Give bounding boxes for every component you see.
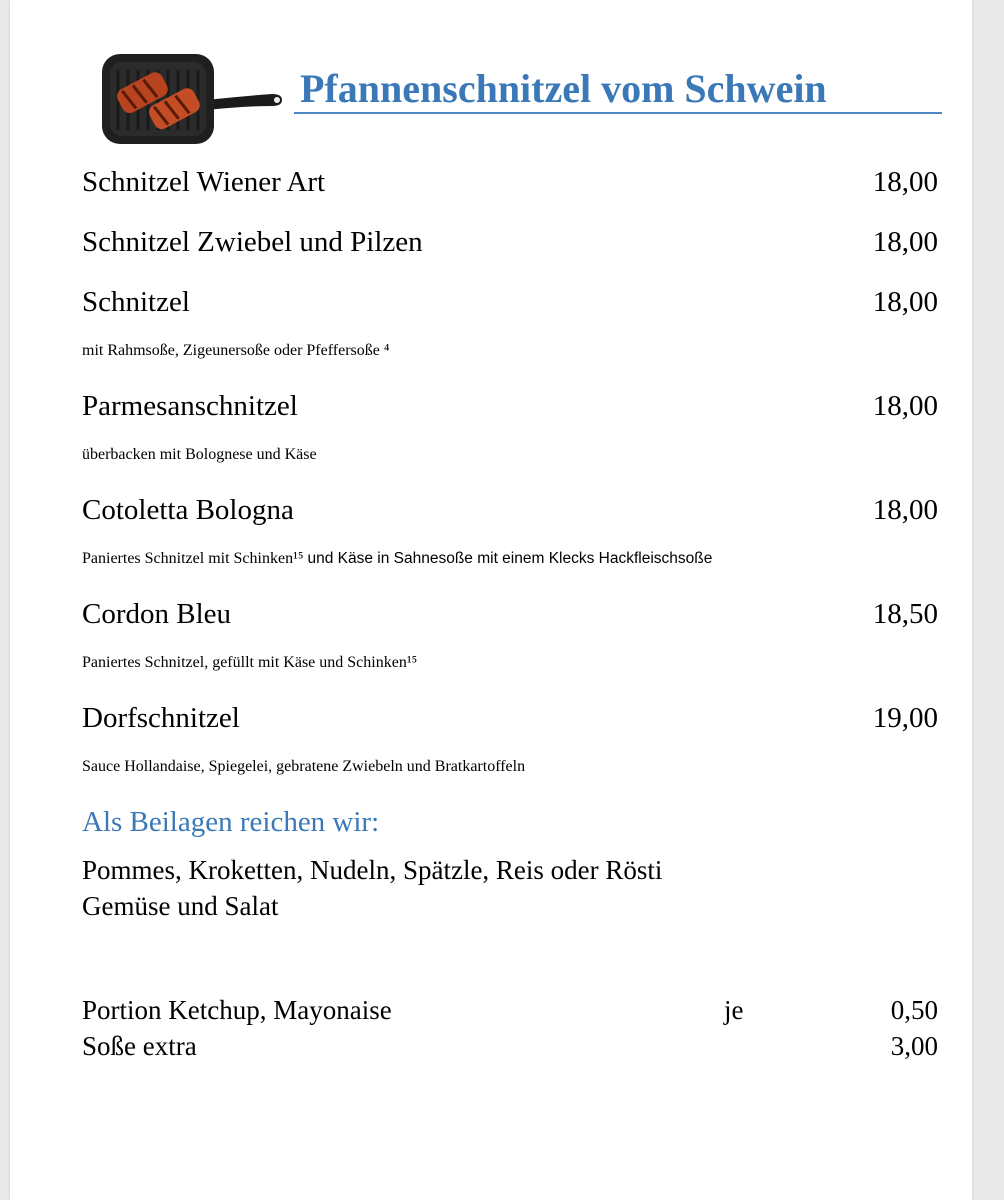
extra-price: 0,50 (890, 995, 938, 1025)
sides-heading: Als Beilagen reichen wir: (82, 806, 380, 838)
sides-line: Gemüse und Salat (82, 891, 279, 921)
extra-name: Portion Ketchup, Mayonaise (82, 995, 392, 1025)
extra-name: Soße extra (82, 1031, 197, 1061)
item-price: 18,00 (872, 166, 938, 198)
extra-item (82, 992, 938, 1028)
menu-item (82, 162, 938, 202)
title-underline (294, 112, 942, 114)
item-price: 19,00 (872, 702, 938, 734)
menu-item (82, 594, 938, 634)
menu-page (10, 0, 972, 1200)
page-title: Pfannenschnitzel vom Schwein (300, 66, 827, 111)
menu-item (82, 386, 938, 426)
item-name: Cordon Bleu (82, 598, 232, 630)
item-name: Schnitzel Zwiebel und Pilzen (82, 226, 423, 258)
item-price: 18,00 (872, 390, 938, 422)
item-description: Sauce Hollandaise, Spiegelei, gebratene Zwiebeln und Bratkartoffeln (82, 758, 526, 775)
extra-item (82, 1028, 938, 1064)
item-description: überbacken mit Bolognese und Käse (82, 446, 317, 463)
extra-price: 3,00 (890, 1031, 938, 1061)
menu-item (82, 282, 938, 322)
item-description-part: Paniertes Schnitzel mit Schinken¹⁵ (82, 550, 304, 567)
menu-item (82, 698, 938, 738)
item-name: Schnitzel (82, 286, 190, 318)
menu-item (82, 490, 938, 530)
item-description: Paniertes Schnitzel, gefüllt mit Käse und Schinken¹⁵ (82, 654, 418, 671)
item-name: Schnitzel Wiener Art (82, 166, 326, 198)
item-price: 18,00 (872, 494, 938, 526)
extra-qualifier: je (724, 995, 744, 1025)
item-price: 18,00 (872, 226, 938, 258)
item-price: 18,00 (872, 286, 938, 318)
item-description: mit Rahmsoße, Zigeunersoße oder Pfeffersoße ⁴ (82, 342, 390, 359)
item-name: Cotoletta Bologna (82, 494, 294, 526)
item-description (82, 549, 712, 569)
item-name: Parmesanschnitzel (82, 390, 298, 422)
item-description-part: und Käse in Sahnesoße mit einem Klecks Hackfleischsoße (307, 550, 713, 567)
item-price: 18,50 (872, 598, 938, 630)
sides-line: Pommes, Kroketten, Nudeln, Spätzle, Reis oder Rösti (82, 855, 663, 885)
item-name: Dorfschnitzel (82, 702, 240, 734)
grill-pan-icon (94, 44, 290, 154)
menu-item (82, 222, 938, 262)
